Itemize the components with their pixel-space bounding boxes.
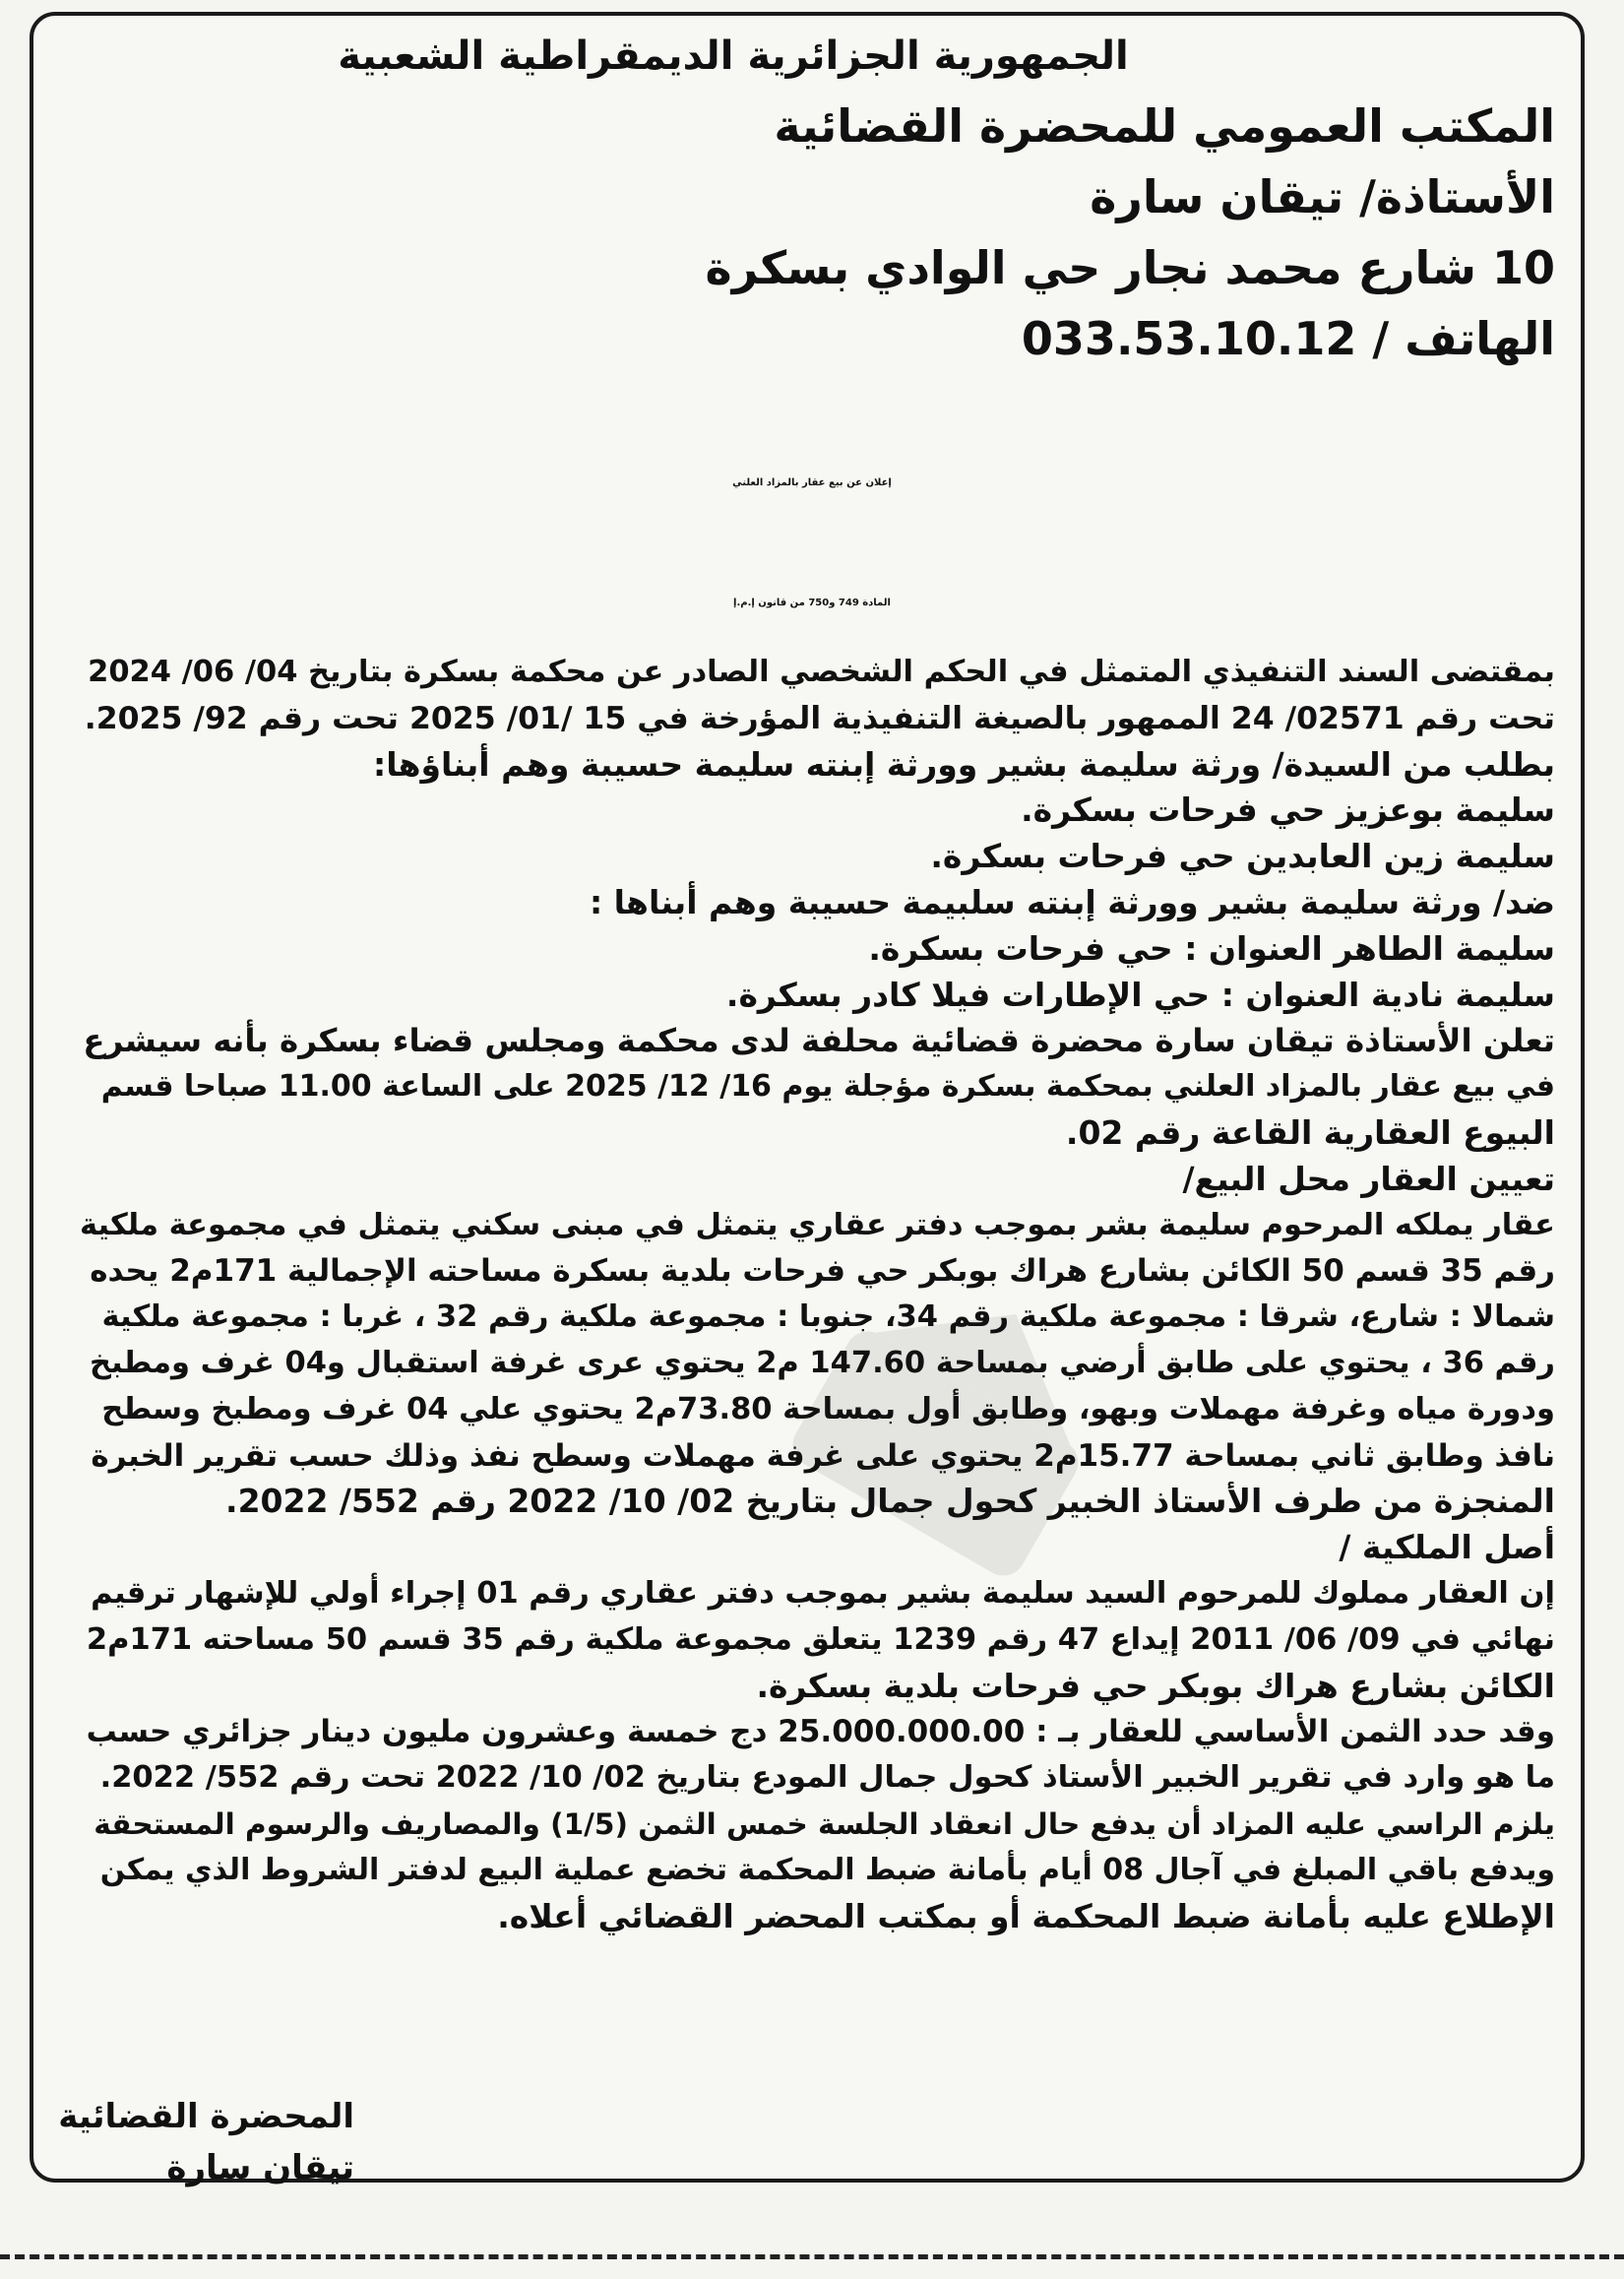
body-line: في بيع عقار بالمزاد العلني بمحكمة بسكرة مؤجلة يوم 16/ 12/ 2025 على الساعة 11.00 صباحا قسم <box>100 1069 1555 1105</box>
body-line: سليمة بوعزيز حي فرحات بسكرة. <box>1021 791 1555 830</box>
body-line: إن العقار مملوك للمرحوم السيد سليمة بشير بموجب دفتر عقاري رقم 01 إجراء أولي للإشهار ترقيم <box>91 1575 1555 1611</box>
announcement-title: إعلان عن بيع عقار بالمزاد العلني <box>732 477 892 488</box>
bailiff-name: الأستاذة/ تيقان سارة <box>1090 170 1555 223</box>
announcement-body <box>79 650 1555 1939</box>
letterhead <box>79 22 1555 374</box>
body-line: بمقتضى السند التنفيذي المتمثل في الحكم الشخصي الصادر عن محكمة بسكرة بتاريخ 04/ 06/ 2024 <box>88 655 1555 689</box>
body-line: ودورة مياه وغرفة مهملات وبهو، وطابق أول بمساحة 73.80م2 يحتوي علي 04 غرف ومطبخ وسطح <box>101 1391 1555 1426</box>
body-line: ويدفع باقي المبلغ في آجال 08 أيام بأمانة ضبط المحكمة تخضع عملية البيع لدفتر الشروط الذي يمكن <box>99 1852 1555 1887</box>
body-line: شمالا : شارع، شرقا : مجموعة ملكية رقم 34، جنوبا : مجموعة ملكية رقم 32 ، غربا : مجموعة ملكية <box>101 1299 1555 1335</box>
body-line: سليمة نادية العنوان : حي الإطارات فيلا كادر بسكرة. <box>725 975 1555 1014</box>
office-phone: الهاتف / 033.53.10.12 <box>1021 312 1555 365</box>
body-line: ضد/ ورثة سليمة بشير وورثة إبنته سلبيمة حسيبة وهم أبناها : <box>589 882 1555 921</box>
body-line: نهائي في 09/ 06/ 2011 إيداع 47 رقم 1239 يتعلق مجموعة ملكية رقم 35 قسم 50 مساحته 171م2 <box>86 1621 1555 1657</box>
body-line: نافذ وطابق ثاني بمساحة 15.77م2 يحتوي على غرفة مهملات وسطح نفذ وذلك حسب تقرير الخبرة <box>91 1437 1555 1474</box>
office-name: المكتب العمومي للمحضرة القضائية <box>774 99 1555 153</box>
body-line: سليمة الطاهر العنوان : حي فرحات بسكرة. <box>868 928 1555 968</box>
office-address: 10 شارع محمد نجار حي الوادي بسكرة <box>705 241 1555 294</box>
body-line: تعلن الأستاذة تيقان سارة محضرة قضائية محلفة لدى محكمة ومجلس قضاء بسكرة بأنه سيشرع <box>83 1022 1555 1060</box>
body-line: تعيين العقار محل البيع/ <box>1182 1159 1555 1198</box>
body-line: المنجزة من طرف الأستاذ الخبير كحول جمال بتاريخ 02/ 10/ 2022 رقم 552/ 2022. <box>225 1482 1555 1521</box>
body-line: عقار يملكه المرحوم سليمة بشر بموجب دفتر عقاري يتمثل في مبنى سكني يتمثل في مجموعة ملكية <box>80 1207 1555 1242</box>
signature-role: المحضرة القضائية <box>58 2097 354 2136</box>
body-line: وقد حدد الثمن الأساسي للعقار بـ : 25.000.000.00 دج خمسة وعشرون مليون دينار جزائري حسب <box>86 1714 1555 1750</box>
country-heading: الجمهورية الجزائرية الديمقراطية الشعبية <box>338 33 1129 79</box>
announcement-titles <box>39 423 1585 664</box>
body-line: أصل الملكية / <box>1339 1528 1555 1567</box>
legal-reference: المادة 749 و750 من قانون إ.م.إ <box>733 598 891 608</box>
page-bottom-rule <box>0 2254 1624 2259</box>
signature-name: تيقان سارة <box>166 2148 354 2187</box>
signature-block <box>58 2091 354 2193</box>
body-line: الكائن بشارع هراك بوبكر حي فرحات بلدية بسكرة. <box>756 1666 1555 1705</box>
body-line: رقم 36 ، يحتوي على طابق أرضي بمساحة 147.60 م2 يحتوي عرى غرفة استقبال و04 غرف ومطبخ <box>90 1345 1555 1380</box>
body-line: الإطلاع عليه بأمانة ضبط المحكمة أو بمكتب المحضر القضائي أعلاه. <box>497 1896 1555 1935</box>
body-line: تحت رقم 02571/ 24 الممهور بالصيغة التنفيذية المؤرخة في 15 /01/ 2025 تحت رقم 92/ 2025. <box>84 700 1555 736</box>
body-line: رقم 35 قسم 50 الكائن بشارع هراك بوبكر حي فرحات بلدية بسكرة مساحته الإجمالية 171م2 يحده <box>90 1253 1555 1290</box>
body-line: البيوع العقارية القاعة رقم 02. <box>1065 1112 1555 1152</box>
body-line: يلزم الراسي عليه المزاد أن يدفع حال انعقاد الجلسة خمس الثمن (1/5) والمصاريف والرسوم المستحقة <box>94 1806 1555 1841</box>
body-line: بطلب من السيدة/ ورثة سليمة بشير وورثة إبنته سليمة حسيبة وهم أبناؤها: <box>373 744 1555 784</box>
body-line: ما هو وارد في تقرير الخبير الأستاذ كحول جمال المودع بتاريخ 02/ 10/ 2022 تحت رقم 552/ 2022. <box>99 1760 1555 1796</box>
body-line: سليمة زين العابدين حي فرحات بسكرة. <box>930 837 1555 876</box>
